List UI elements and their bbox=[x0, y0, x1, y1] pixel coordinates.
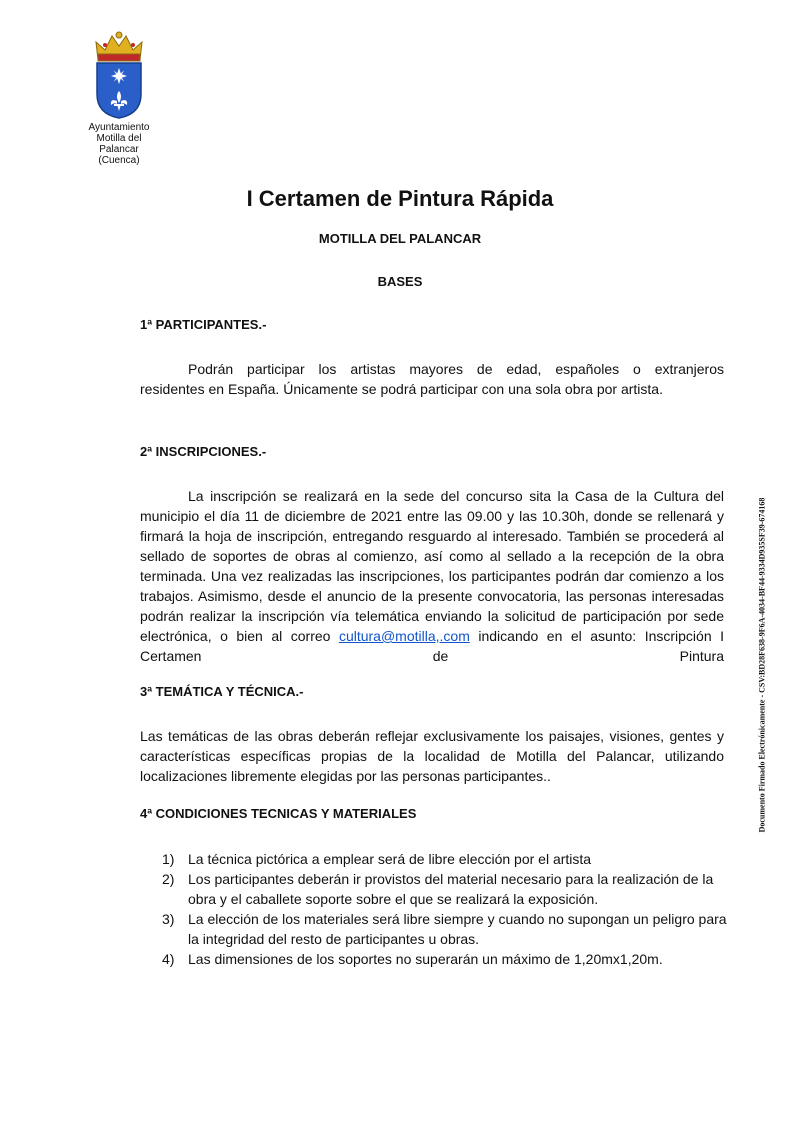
inscripciones-paragraph bbox=[140, 486, 724, 666]
section-heading-participantes: 1ª PARTICIPANTES.- bbox=[140, 317, 267, 332]
section-heading-condiciones: 4ª CONDICIONES TECNICAS Y MATERIALES bbox=[140, 806, 417, 821]
crest-caption-line: Motilla del Palancar bbox=[96, 133, 142, 155]
crest-caption-line: Ayuntamiento bbox=[88, 122, 150, 133]
event-date: 11 de diciembre de 2021 bbox=[244, 508, 403, 524]
list-item bbox=[162, 869, 728, 909]
section-heading-tematica: 3ª TEMÁTICA Y TÉCNICA.- bbox=[140, 684, 304, 699]
list-item-number: 3) bbox=[162, 911, 175, 927]
list-item-number: 2) bbox=[162, 871, 175, 887]
list-item bbox=[162, 849, 728, 869]
paragraph-text: Las temáticas de las obras deberán reflejar exclusivamente los paisajes, visiones, gentes y características específicas propias de la localidad de Motilla del Palancar, utilizando localizaciones libremente elegidas por las personas participantes.. bbox=[140, 728, 724, 784]
list-item-text: Las dimensiones de los soportes no superarán un máximo de 1,20mx1,20m. bbox=[188, 951, 663, 967]
tematica-paragraph bbox=[140, 726, 724, 786]
paragraph-text: La inscripción se realizará en la sede del concurso sita la Casa de la Cultura del municipio el día bbox=[140, 488, 724, 524]
section-heading-inscripciones: 2ª INSCRIPCIONES.- bbox=[140, 444, 267, 459]
email-link[interactable]: cultura@motilla,.com bbox=[338, 628, 470, 644]
paragraph-line: Podrán participar los artistas mayores de edad, españoles o extranjeros bbox=[188, 361, 724, 377]
document-subtitle: MOTILLA DEL PALANCAR bbox=[318, 231, 482, 246]
paragraph-text: entre las 09.00 y las 10.30h, donde se rellenará y firmará la hoja de inscripción, entregando resguardo al interesado. También se procederá al sellado de soportes de obras al comienzo, así como al sellado a la recepción de la obra terminada. Una vez realizadas las inscripciones, los participantes podrán dar comienzo a los trabajos. Asimismo, desde el anuncio de la presente convocatoria, las personas interesadas podrán realizar la inscripción vía telemática enviando la solicitud de participación por sede electrónica, o bien al correo bbox=[140, 508, 724, 644]
list-item-text: La técnica pictórica a emplear será de libre elección por el artista bbox=[188, 851, 592, 867]
paragraph-line: residentes en España. Únicamente se podrá participar con una sola obra por artista. bbox=[140, 381, 663, 397]
electronic-signature-note bbox=[755, 470, 769, 860]
crest-caption bbox=[78, 122, 160, 166]
list-item-number: 4) bbox=[162, 951, 175, 967]
conditions-list bbox=[162, 849, 728, 969]
participantes-paragraph bbox=[140, 359, 724, 399]
municipal-crest bbox=[78, 28, 160, 166]
paragraph-text: indicando en el asunto: Inscripción I Certamen de Pintura bbox=[140, 628, 724, 664]
signature-note-text: Documento Firmado Electrónicamente - CSV:BD28F638-9F6A-4034-BF44-9334D935SF39-674168 bbox=[757, 497, 767, 833]
list-item-text: La elección de los materiales será libre siempre y cuando no supongan un peligro para la integridad del resto de participantes u obras. bbox=[188, 911, 727, 947]
list-item-number: 1) bbox=[162, 851, 175, 867]
list-item bbox=[162, 949, 728, 969]
bases-heading: BASES bbox=[377, 274, 423, 289]
coat-of-arms-icon bbox=[90, 28, 148, 120]
list-item bbox=[162, 909, 728, 949]
crest-caption-line: (Cuenca) bbox=[98, 155, 140, 166]
document-title: I Certamen de Pintura Rápida bbox=[246, 186, 554, 211]
list-item-text: Los participantes deberán ir provistos del material necesario para la realización de la obra y el caballete soporte sobre el que se realizará la exposición. bbox=[188, 871, 714, 907]
